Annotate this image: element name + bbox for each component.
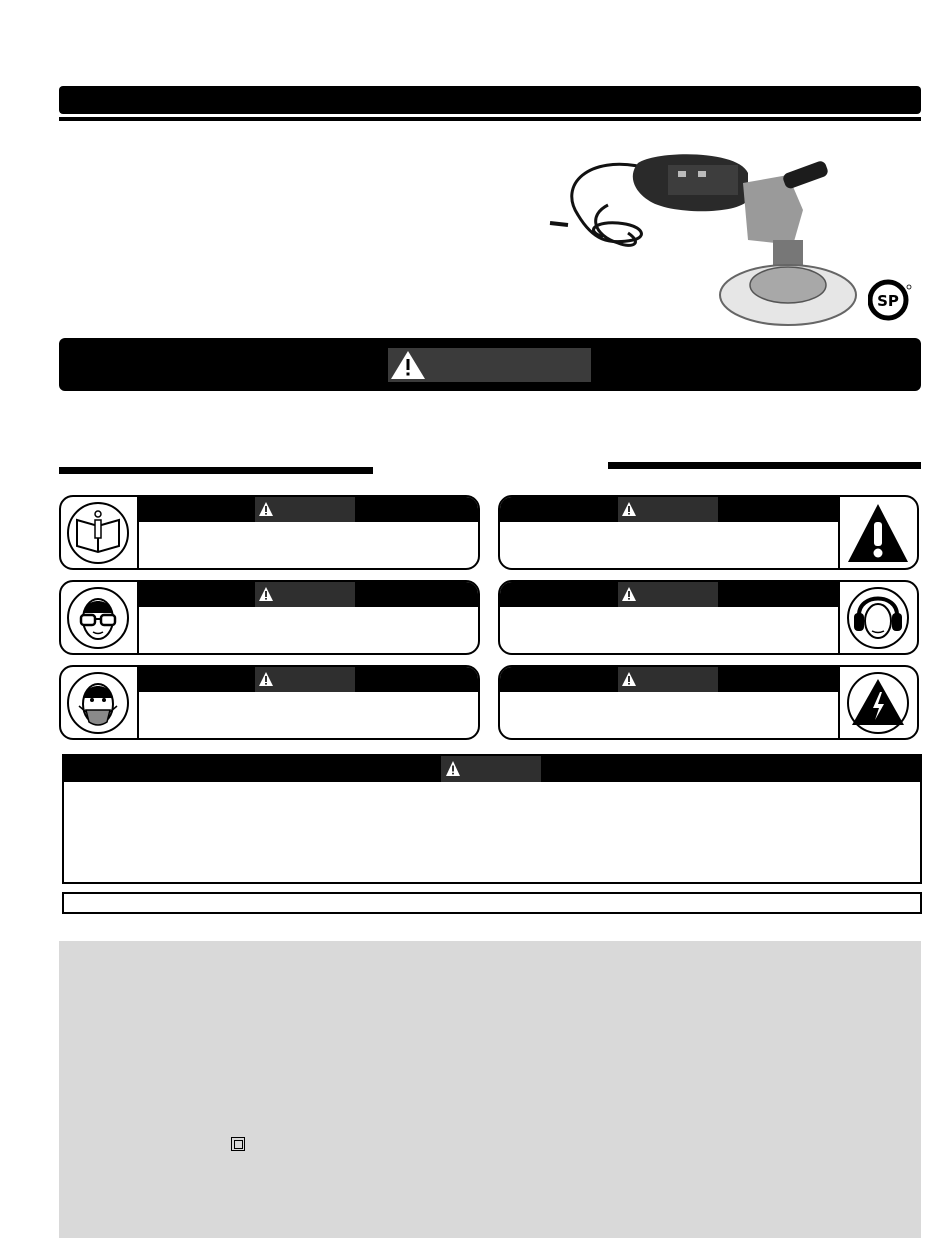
warning-tag — [388, 348, 591, 382]
read-manual-icon — [65, 500, 131, 566]
ear-muffs-icon — [845, 585, 911, 651]
electric-shock-box — [498, 665, 919, 740]
exclamation-icon — [845, 500, 911, 566]
respiratory-protection-box — [59, 665, 480, 740]
safety-glasses-icon — [65, 585, 131, 651]
notice-header — [64, 756, 920, 782]
product-photo — [548, 145, 920, 333]
notice-strip — [62, 892, 922, 914]
notice-box — [62, 754, 922, 884]
header-rule — [59, 117, 921, 121]
section-rule-right — [608, 462, 921, 469]
header-bar — [59, 86, 921, 114]
dust-mask-icon — [65, 670, 131, 736]
csa-logo — [868, 278, 912, 322]
general-warning-box — [498, 495, 919, 570]
warning-triangle-icon — [441, 756, 541, 782]
lightning-icon — [845, 670, 911, 736]
double-insulation-icon — [231, 1137, 245, 1151]
warning-triangle-icon — [388, 348, 428, 382]
svg-text:SP: SP — [877, 292, 899, 310]
main-warning-banner — [59, 338, 921, 391]
section-rule-left — [59, 467, 373, 474]
read-manual-box — [59, 495, 480, 570]
eye-protection-box — [59, 580, 480, 655]
specs-panel — [59, 941, 921, 1238]
hearing-protection-box — [498, 580, 919, 655]
